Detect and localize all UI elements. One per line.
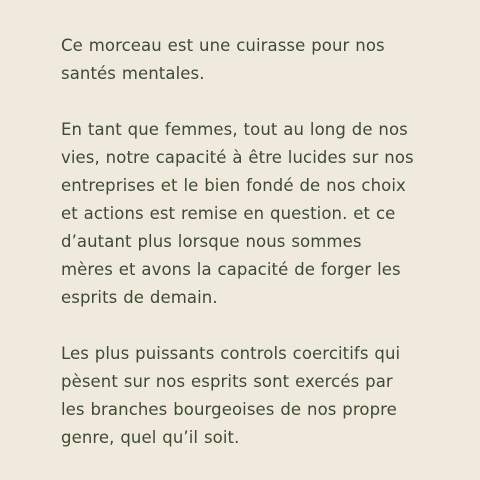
- paragraph-coercion: Les plus puissants controls coercitifs qui pèsent sur nos esprits sont exercés par les branches bourgeoises de nos propre genre, quel qu’il soit.: [61, 344, 401, 447]
- paragraph-intro: Ce morceau est une cuirasse pour nos santés mentales.: [61, 36, 385, 83]
- paragraph-women: En tant que femmes, tout au long de nos vies, notre capacité à être lucides sur nos entreprises et le bien fondé de nos choix et actions est remise en question. et ce d’autant plus lorsque nous sommes mères et avons la capacité de forger les esprits de demain.: [61, 120, 414, 307]
